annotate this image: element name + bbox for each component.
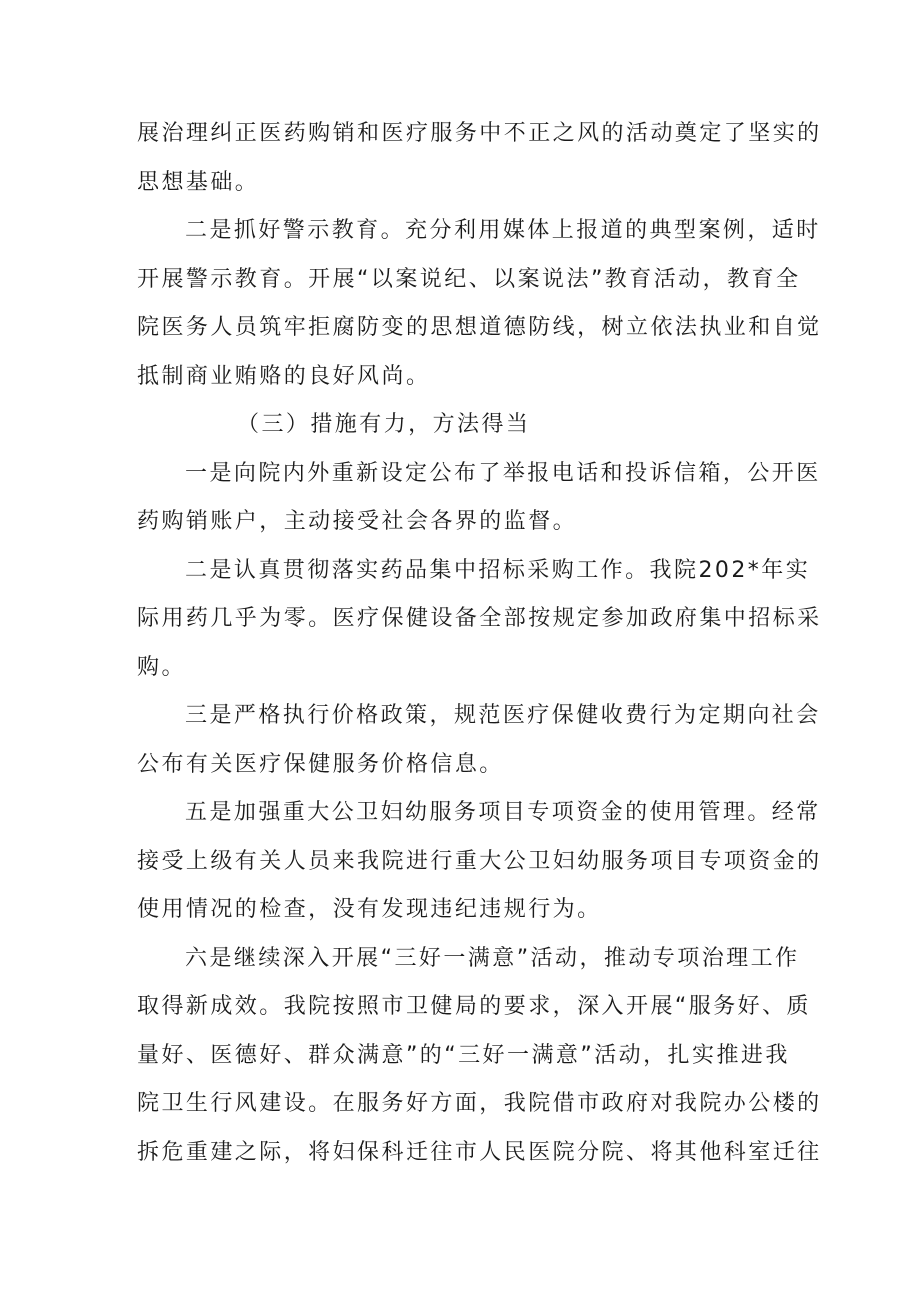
paragraph-line: 二是抓好警示教育。充分利用媒体上报道的典型案例，适时 <box>185 218 821 243</box>
paragraph-line: 量好、医德好、群众满意”的“三好一满意”活动，扎实推进我 <box>137 1042 790 1068</box>
section-heading: （三）措施有力，方法得当 <box>237 412 531 437</box>
paragraph-line: 一是向院内外重新设定公布了举报电话和投诉信箱，公开医 <box>185 460 821 486</box>
paragraph-line: 接受上级有关人员来我院进行重大公卫妇幼服务项目专项资金的 <box>137 848 822 874</box>
paragraph-line: 开展警示教育。开展“以案说纪、以案说法”教育活动，教育全 <box>137 266 801 292</box>
paragraph-line: 思想基础。 <box>137 169 260 195</box>
document-body <box>137 110 822 1177</box>
paragraph-line: 购。 <box>137 654 186 680</box>
paragraph-line: 拆危重建之际，将妇保科迁往市人民医院分院、将其他科室迁往 <box>137 1139 822 1165</box>
paragraph-line: 公布有关医疗保健服务价格信息。 <box>137 751 504 777</box>
paragraph-line: 取得新成效。我院按照市卫健局的要求，深入开展“服务好、质 <box>137 994 811 1019</box>
paragraph-line: 院医务人员筑牢拒腐防变的思想道德防线，树立依法执业和自觉 <box>137 315 822 340</box>
paragraph-line: 展治理纠正医药购销和医疗服务中不正之风的活动奠定了坚实的 <box>137 121 822 146</box>
paragraph-line: 二是认真贯彻落实药品集中招标采购工作。我院202*年实 <box>185 557 811 583</box>
paragraph-line: 药购销账户，主动接受社会各界的监督。 <box>137 509 578 534</box>
paragraph-line: 五是加强重大公卫妇幼服务项目专项资金的使用管理。经常 <box>185 800 821 825</box>
paragraph-line: 抵制商业贿赂的良好风尚。 <box>137 363 431 389</box>
paragraph-line: 三是严格执行价格政策，规范医疗保健收费行为定期向社会 <box>185 703 821 728</box>
paragraph-line: 院卫生行风建设。在服务好方面，我院借市政府对我院办公楼的 <box>137 1091 822 1116</box>
paragraph-line: 际用药几乎为零。医疗保健设备全部按规定参加政府集中招标采 <box>137 606 822 631</box>
paragraph-line: 六是继续深入开展“三好一满意”活动，推动专项治理工作 <box>185 945 800 971</box>
paragraph-line: 使用情况的检查，没有发现违纪违规行为。 <box>137 897 602 922</box>
